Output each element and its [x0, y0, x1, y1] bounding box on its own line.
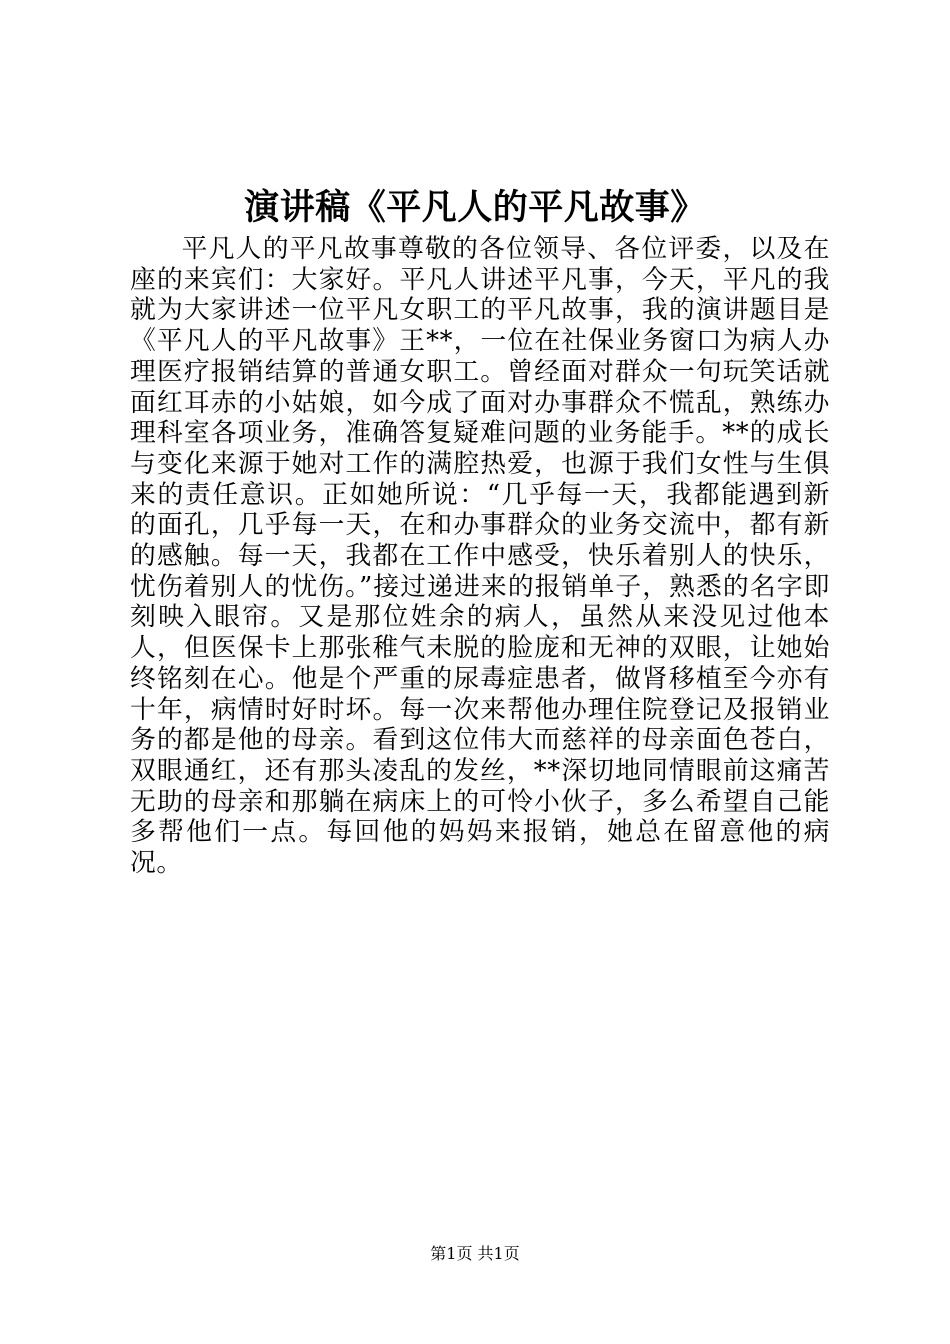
document-title: 演讲稿《平凡人的平凡故事》 [244, 187, 706, 228]
document-body: 平凡人的平凡故事尊敬的各位领导、各位评委，以及在座的来宾们：大家好。平凡人讲述平凡事，今天，平凡的我就为大家讲述一位平凡女职工的平凡故事，我的演讲题目是《平凡人的平凡故事》王**，一位在社保业务窗口为病人办理医疗报销结算的普通女职工。曾经面对群众一句玩笑话就面红耳赤的小姑娘，如今成了面对办事群众不慌乱，熟练办理科室各项业务，准确答复疑难问题的业务能手。**的成长与变化来源于她对工作的满腔热爱，也源于我们女性与生俱来的责任意识。正如她所说：“几乎每一天，我都能遇到新的面孔，几乎每一天，在和办事群众的业务交流中，都有新的感触。每一天，我都在工作中感受，快乐着别人的快乐，忧伤着别人的忧伤。”接过递进来的报销单子，熟悉的名字即刻映入眼帘。又是那位姓余的病人，虽然从来没见过他本人，但医保卡上那张稚气未脱的脸庞和无神的双眼，让她始终铭刻在心。他是个严重的尿毒症患者，做肾移植至今亦有十年，病情时好时坏。每一次来帮他办理住院登记及报销业务的都是他的母亲。看到这位伟大而慈祥的母亲面色苍白，双眼通红，还有那头凌乱的发丝，**深切地同情眼前这痛苦无助的母亲和那躺在病床上的可怜小伙子，多么希望自己能多帮他们一点。每回他的妈妈来报销，她总在留意他的病况。 [130, 234, 830, 879]
page-footer: 第1页 共1页 [430, 1244, 520, 1263]
